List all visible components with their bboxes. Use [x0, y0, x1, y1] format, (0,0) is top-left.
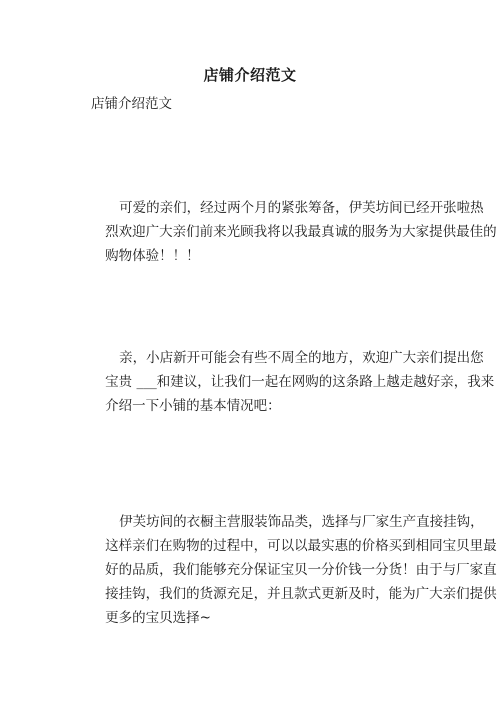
paragraph-line: 亲，小店新开可能会有些不周全的地方，欢迎广大亲们提出您 — [119, 350, 484, 366]
paragraph-line: 这样亲们在购物的过程中，可以以最实惠的价格买到相同宝贝里最 — [105, 538, 497, 554]
paragraph-suggestions — [91, 346, 495, 418]
paragraph-line: 烈欢迎广大亲们前来光顾我将以我最真诚的服务为大家提供最佳的 — [105, 224, 497, 240]
paragraph-line: 好的品质，我们能够充分保证宝贝一分价钱一分货！由于与厂家直 — [105, 562, 497, 578]
paragraph-welcome — [91, 196, 497, 268]
paragraph-line: 接挂钩，我们的货源充足，并且款式更新及时，能为广大亲们提供 — [105, 586, 497, 602]
document-title: 店铺介绍范文 — [203, 66, 297, 84]
paragraph-line: 介绍一下小铺的基本情况吧： — [105, 398, 281, 414]
paragraph-line: 购物体验！！！ — [105, 248, 200, 264]
paragraph-shop-info — [91, 510, 497, 630]
document-subtitle: 店铺介绍范文 — [91, 96, 172, 112]
paragraph-line: 更多的宝贝选择~ — [105, 610, 211, 626]
paragraph-line: 宝贵 ___和建议，让我们一起在网购的这条路上越走越好亲，我来 — [105, 374, 495, 390]
paragraph-line: 伊芙坊间的衣橱主营服装饰品类，选择与厂家生产直接挂钩， — [119, 514, 484, 530]
paragraph-line: 可爱的亲们，经过两个月的紧张筹备，伊芙坊间已经开张啦热 — [119, 200, 484, 216]
